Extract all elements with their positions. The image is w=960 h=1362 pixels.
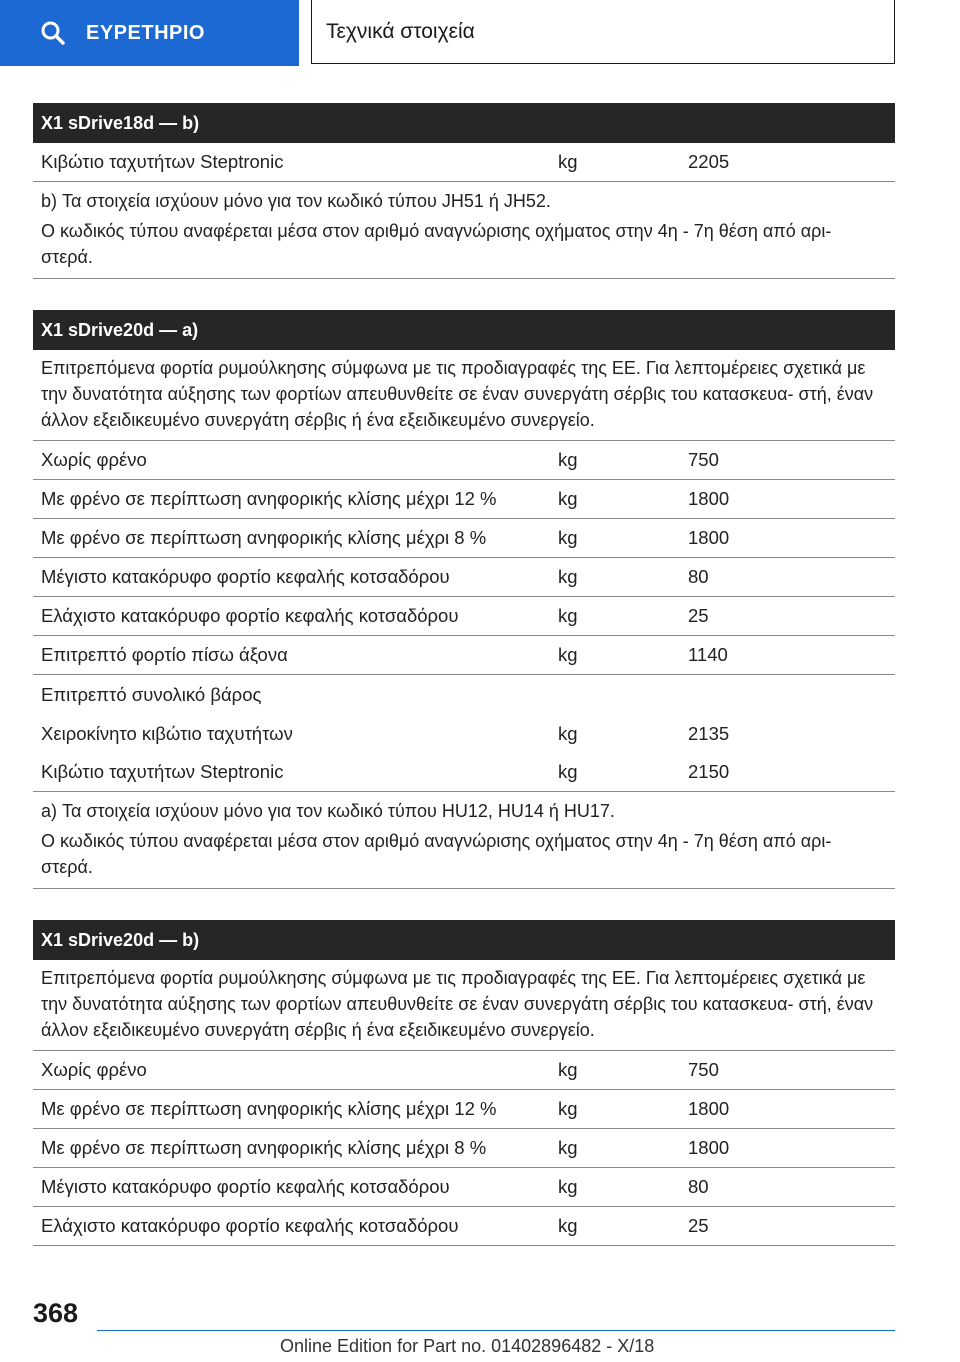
footer-divider: [97, 1330, 895, 1331]
row-unit: kg: [558, 1137, 578, 1158]
row-label: Κιβώτιο ταχυτήτων Steptronic: [41, 761, 284, 782]
table-row: [33, 519, 895, 558]
section-title: X1 sDrive18d — b): [33, 103, 895, 143]
row-label: Με φρένο σε περίπτωση ανηφορικής κλίσης μέχρι 8 %: [41, 527, 487, 548]
group-heading-row: [33, 675, 895, 714]
row-label: Ελάχιστο κατακόρυφο φορτίο κεφαλής κοτσαδόρου: [41, 605, 459, 626]
edition-text: Online Edition for Part no. 01402896482 - X/18: [280, 1336, 655, 1356]
footnote: b) Τα στοιχεία ισχύουν μόνο για τον κωδικό τύπου JH51 ή JH52.: [41, 191, 551, 211]
row-value: 2135: [688, 722, 730, 744]
top-bar: [0, 0, 960, 66]
section-intro: Επιτρεπόμενα φορτία ρυμούλκησης σύμφωνα με τις προδιαγραφές της ΕΕ. Για λεπτομέρειες σχετικά με την δυνατότητα αύξησης των φορτίων απευθυνθείτε σε έναν συνεργάτη σέρβις του κατασκευα- στή, έναν άλλον εξειδικευμένο συνεργάτη σέρβις ή ένα εξειδικευμένο συνεργείο.: [33, 350, 895, 441]
row-unit: kg: [558, 1059, 578, 1080]
row-label: Με φρένο σε περίπτωση ανηφορικής κλίσης μέχρι 12 %: [41, 488, 497, 509]
row-unit: kg: [558, 1098, 578, 1119]
table-row: [33, 753, 895, 792]
row-value: 25: [688, 1215, 709, 1236]
footnotes: [33, 182, 895, 279]
table-row: [33, 143, 895, 182]
row-value: 2205: [688, 151, 730, 172]
section-x1-sdrive18d-b: [33, 103, 895, 279]
breadcrumb[interactable]: Τεχνικά στοιχεία: [311, 0, 895, 64]
row-value: 25: [688, 605, 709, 626]
table-row: [33, 714, 895, 753]
footnote: Ο κωδικός τύπου αναφέρεται μέσα στον αριθμό αναγνώρισης οχήματος στην 4η - 7η θέση από αρι- στερά.: [41, 221, 832, 267]
section-x1-sdrive20d-b: [33, 920, 895, 1246]
row-unit: kg: [558, 527, 578, 548]
row-value: 2150: [688, 761, 730, 782]
table-row: [33, 558, 895, 597]
row-label: Με φρένο σε περίπτωση ανηφορικής κλίσης μέχρι 8 %: [41, 1137, 487, 1158]
table-row: [33, 636, 895, 675]
row-unit: kg: [558, 761, 578, 782]
row-label: Χωρίς φρένο: [41, 1059, 147, 1080]
table-row: [33, 1129, 895, 1168]
content: [33, 103, 895, 1277]
section-x1-sdrive20d-a: [33, 310, 895, 889]
row-unit: kg: [558, 1176, 578, 1197]
group-label: Επιτρεπτό συνολικό βάρος: [41, 683, 262, 705]
row-unit: kg: [558, 605, 578, 626]
row-value: 80: [688, 566, 709, 587]
table-row: [33, 1090, 895, 1129]
row-value: 750: [688, 449, 719, 470]
section-title: X1 sDrive20d — a): [33, 310, 895, 350]
row-label: Επιτρεπτό φορτίο πίσω άξονα: [41, 644, 288, 665]
row-value: 80: [688, 1176, 709, 1197]
row-label: Μέγιστο κατακόρυφο φορτίο κεφαλής κοτσαδόρου: [41, 566, 450, 587]
row-unit: kg: [558, 722, 578, 744]
row-value: 750: [688, 1059, 719, 1080]
table-row: [33, 1051, 895, 1090]
table-row: [33, 597, 895, 636]
row-label: Χειροκίνητο κιβώτιο ταχυτήτων: [41, 722, 293, 744]
row-label: Κιβώτιο ταχυτήτων Steptronic: [41, 151, 284, 172]
index-button[interactable]: [0, 0, 299, 66]
row-unit: kg: [558, 488, 578, 509]
row-unit: kg: [558, 644, 578, 665]
row-label: Μέγιστο κατακόρυφο φορτίο κεφαλής κοτσαδόρου: [41, 1176, 450, 1197]
row-value: 1140: [688, 644, 728, 665]
row-unit: kg: [558, 1215, 578, 1236]
row-label: Με φρένο σε περίπτωση ανηφορικής κλίσης μέχρι 12 %: [41, 1098, 497, 1119]
row-value: 1800: [688, 488, 730, 509]
footnote: Ο κωδικός τύπου αναφέρεται μέσα στον αριθμό αναγνώρισης οχήματος στην 4η - 7η θέση από αρι- στερά.: [41, 831, 832, 877]
row-value: 1800: [688, 527, 730, 548]
section-title: X1 sDrive20d — b): [33, 920, 895, 960]
table-row: [33, 441, 895, 480]
row-value: 1800: [688, 1137, 730, 1158]
row-unit: kg: [558, 151, 578, 172]
footnote: a) Τα στοιχεία ισχύουν μόνο για τον κωδικό τύπου HU12, HU14 ή HU17.: [41, 801, 615, 821]
table-row: [33, 480, 895, 519]
table-row: [33, 1207, 895, 1246]
row-unit: kg: [558, 449, 578, 470]
table-row: [33, 1168, 895, 1207]
footnotes: [33, 792, 895, 889]
page-number: 368: [33, 1298, 79, 1328]
row-unit: kg: [558, 566, 578, 587]
search-icon: [40, 20, 66, 46]
section-intro: Επιτρεπόμενα φορτία ρυμούλκησης σύμφωνα με τις προδιαγραφές της ΕΕ. Για λεπτομέρειες σχετικά με την δυνατότητα αύξησης των φορτίων απευθυνθείτε σε έναν συνεργάτη σέρβις του κατασκευα- στή, έναν άλλον εξειδικευμένο συνεργάτη σέρβις ή ένα εξειδικευμένο συνεργείο.: [33, 960, 895, 1051]
row-value: 1800: [688, 1098, 730, 1119]
index-label: ΕΥΡΕΤΗΡΙΟ: [86, 21, 205, 44]
row-label: Χωρίς φρένο: [41, 449, 147, 470]
row-label: Ελάχιστο κατακόρυφο φορτίο κεφαλής κοτσαδόρου: [41, 1215, 459, 1236]
